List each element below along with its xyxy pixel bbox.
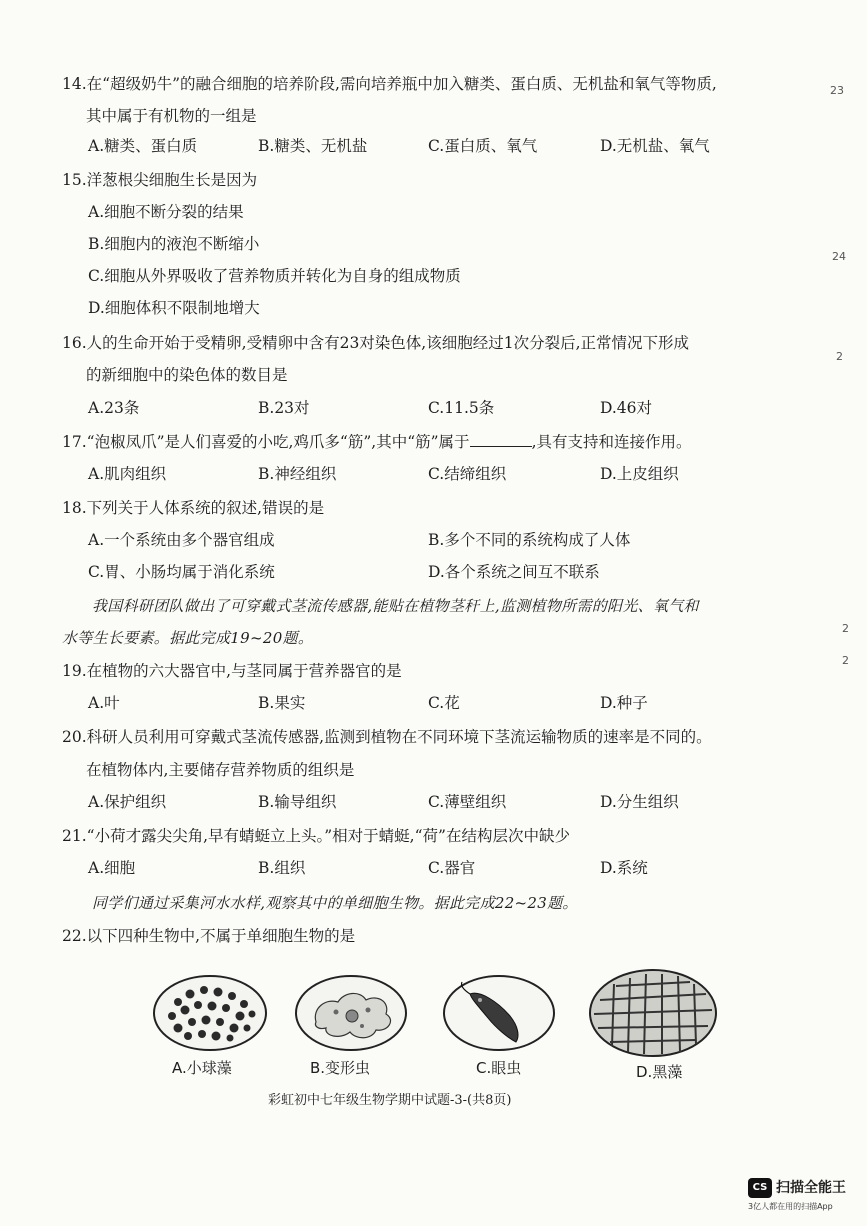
figure-label-b: B.变形虫 bbox=[310, 1059, 371, 1077]
figure-label-c: C.眼虫 bbox=[476, 1059, 522, 1077]
margin-mark: 24 bbox=[832, 250, 846, 263]
question-17-option-d: D.上皮组织 bbox=[600, 465, 679, 483]
question-17-option-a: A.肌肉组织 bbox=[88, 465, 167, 483]
question-15-option-d: D.细胞体积不限制地增大 bbox=[88, 299, 260, 317]
question-16-stem-cont: 的新细胞中的染色体的数目是 bbox=[86, 366, 288, 384]
watermark-title: 扫描全能王 bbox=[776, 1180, 846, 1196]
watermark-subtitle: 3亿人都在用的扫描App bbox=[748, 1202, 833, 1211]
question-15-option-c: C.细胞从外界吸收了营养物质并转化为自身的组成物质 bbox=[88, 267, 461, 285]
question-19-option-c: C.花 bbox=[428, 694, 460, 712]
question-15-option-b: B.细胞内的液泡不断缩小 bbox=[88, 235, 260, 253]
margin-mark: 23 bbox=[830, 84, 844, 97]
question-19-option-b: B.果实 bbox=[258, 694, 306, 712]
margin-mark: 2 bbox=[836, 350, 843, 363]
margin-mark: 2 bbox=[842, 654, 849, 667]
question-15-option-a: A.细胞不断分裂的结果 bbox=[88, 203, 244, 221]
question-14-option-b: B.糖类、无机盐 bbox=[258, 137, 368, 155]
question-14-stem: 14.在“超级奶牛”的融合细胞的培养阶段,需向培养瓶中加入糖类、蛋白质、无机盐和氧气等物质, bbox=[62, 75, 717, 93]
figure-label-a: A.小球藻 bbox=[172, 1059, 232, 1077]
question-14-option-c: C.蛋白质、氧气 bbox=[428, 137, 538, 155]
passage-22-23-line-1: 同学们通过采集河水水样,观察其中的单细胞生物。据此完成22~23题。 bbox=[92, 894, 578, 912]
question-18-option-d: D.各个系统之间互不联系 bbox=[428, 563, 600, 581]
question-17-option-b: B.神经组织 bbox=[258, 465, 337, 483]
question-17-stem-part-a: 17.“泡椒凤爪”是人们喜爱的小吃,鸡爪多“筋”,其中“筋”属于 bbox=[62, 433, 470, 451]
camscanner-logo-icon: CS bbox=[748, 1178, 772, 1198]
euglena-figure bbox=[440, 972, 558, 1054]
question-16-option-b: B.23对 bbox=[258, 399, 310, 417]
question-22-stem: 22.以下四种生物中,不属于单细胞生物的是 bbox=[62, 927, 356, 945]
page-footer: 彩虹初中七年级生物学期中试题-3-(共8页) bbox=[268, 1093, 512, 1108]
passage-19-20-line-2: 水等生长要素。据此完成19~20题。 bbox=[62, 629, 314, 647]
question-20-option-d: D.分生组织 bbox=[600, 793, 679, 811]
question-18-option-c: C.胃、小肠均属于消化系统 bbox=[88, 563, 275, 581]
question-19-option-a: A.叶 bbox=[88, 694, 120, 712]
amoeba-figure bbox=[292, 972, 410, 1054]
chlorella-figure bbox=[150, 972, 270, 1054]
question-18-stem: 18.下列关于人体系统的叙述,错误的是 bbox=[62, 499, 325, 517]
question-20-option-a: A.保护组织 bbox=[88, 793, 167, 811]
question-14-option-a: A.糖类、蛋白质 bbox=[88, 137, 198, 155]
question-20-stem: 20.科研人员利用可穿戴式茎流传感器,监测到植物在不同环境下茎流运输物质的速率是不同的。 bbox=[62, 728, 712, 746]
question-20-option-c: C.薄壁组织 bbox=[428, 793, 507, 811]
question-21-option-b: B.组织 bbox=[258, 859, 306, 877]
scanner-watermark bbox=[748, 1176, 858, 1218]
question-19-stem: 19.在植物的六大器官中,与茎同属于营养器官的是 bbox=[62, 662, 402, 680]
question-15-stem: 15.洋葱根尖细胞生长是因为 bbox=[62, 171, 258, 189]
question-17-option-c: C.结缔组织 bbox=[428, 465, 507, 483]
question-16-option-c: C.11.5条 bbox=[428, 399, 495, 417]
passage-19-20-line-1: 我国科研团队做出了可穿戴式茎流传感器,能贴在植物茎秆上,监测植物所需的阳光、氧气和 bbox=[92, 597, 699, 615]
question-14-stem-cont: 其中属于有机物的一组是 bbox=[86, 107, 257, 125]
hydrilla-figure bbox=[586, 966, 720, 1060]
question-17-stem-part-b: ,具有支持和连接作用。 bbox=[531, 433, 692, 451]
question-18-option-a: A.一个系统由多个器官组成 bbox=[88, 531, 275, 549]
question-21-stem: 21.“小荷才露尖尖角,早有蜻蜓立上头。”相对于蜻蜓,“荷”在结构层次中缺少 bbox=[62, 827, 570, 845]
question-19-option-d: D.种子 bbox=[600, 694, 648, 712]
answer-blank bbox=[470, 432, 532, 447]
question-16-option-d: D.46对 bbox=[600, 399, 653, 417]
question-14-option-d: D.无机盐、氧气 bbox=[600, 137, 710, 155]
question-21-option-a: A.细胞 bbox=[88, 859, 136, 877]
margin-mark: 2 bbox=[842, 622, 849, 635]
question-20-option-b: B.输导组织 bbox=[258, 793, 337, 811]
question-18-option-b: B.多个不同的系统构成了人体 bbox=[428, 531, 631, 549]
question-16-option-a: A.23条 bbox=[88, 399, 140, 417]
question-20-stem-cont: 在植物体内,主要储存营养物质的组织是 bbox=[86, 761, 355, 779]
question-16-stem: 16.人的生命开始于受精卵,受精卵中含有23对染色体,该细胞经过1次分裂后,正常情况下形成 bbox=[62, 334, 690, 352]
figure-label-d: D.黑藻 bbox=[636, 1063, 683, 1081]
question-21-option-c: C.器官 bbox=[428, 859, 476, 877]
question-17-stem bbox=[62, 432, 692, 452]
question-21-option-d: D.系统 bbox=[600, 859, 648, 877]
